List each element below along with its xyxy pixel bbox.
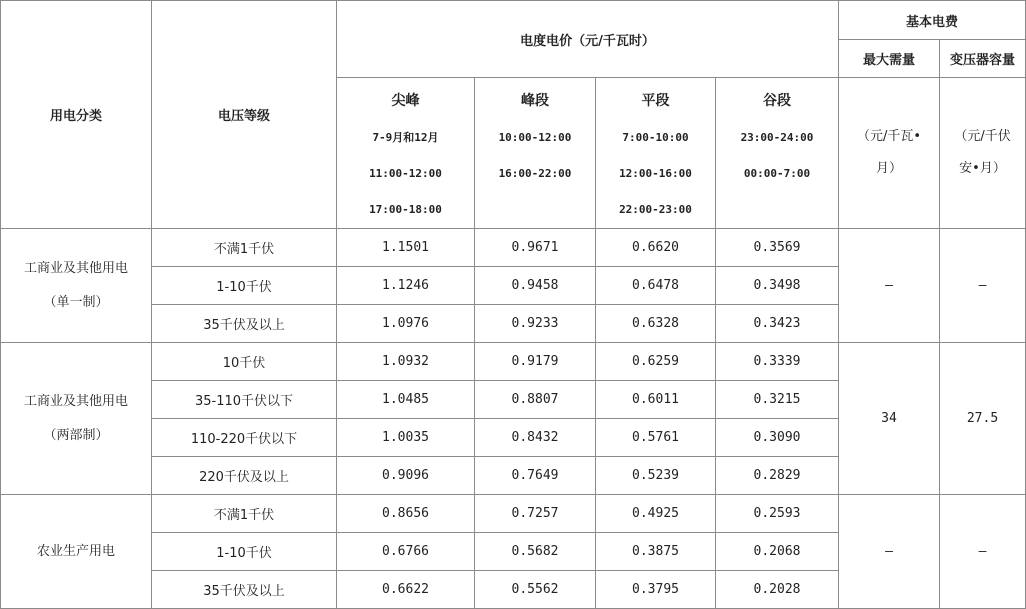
transformer-header: 变压器容量 <box>940 40 1026 78</box>
period-time: 23:00-24:00 <box>740 131 814 144</box>
peak-top-price: 0.6766 <box>337 533 475 571</box>
valley-price: 0.3498 <box>716 267 839 305</box>
unit-line: 安•月） <box>959 161 1006 176</box>
unit-line: 月） <box>875 161 902 176</box>
category-line: （单一制） <box>43 294 109 310</box>
basic-fee-header: 基本电费 <box>839 1 1026 40</box>
category-header: 用电分类 <box>1 1 152 229</box>
period-name: 尖峰 <box>391 93 420 109</box>
voltage-cell: 1-10千伏 <box>152 533 337 571</box>
valley-price: 0.2593 <box>716 495 839 533</box>
table-row <box>1 343 1026 381</box>
peak-top-price: 1.0035 <box>337 419 475 457</box>
period-time: 7-9月和12月 <box>372 131 439 144</box>
category-cell <box>1 343 152 495</box>
period-time: 7:00-10:00 <box>622 131 689 144</box>
flat-price: 0.5239 <box>596 457 716 495</box>
max-demand-fee: – <box>839 229 940 343</box>
unit-line: （元/千瓦• <box>856 129 922 144</box>
flat-price: 0.6259 <box>596 343 716 381</box>
peak-price: 0.9671 <box>475 229 596 267</box>
table-row <box>1 495 1026 533</box>
valley-price: 0.3090 <box>716 419 839 457</box>
category-line: 工商业及其他用电 <box>23 260 128 276</box>
peak-price: 0.9179 <box>475 343 596 381</box>
period-time: 22:00-23:00 <box>619 203 692 216</box>
peak-price: 0.5682 <box>475 533 596 571</box>
voltage-cell: 35-110千伏以下 <box>152 381 337 419</box>
category-line: （两部制） <box>43 427 109 443</box>
flat-price: 0.6011 <box>596 381 716 419</box>
peak-top-price: 0.8656 <box>337 495 475 533</box>
peak-top-price: 0.9096 <box>337 457 475 495</box>
flat-price: 0.5761 <box>596 419 716 457</box>
transformer-fee: 27.5 <box>940 343 1026 495</box>
valley-price: 0.3569 <box>716 229 839 267</box>
peak-top-price: 0.6622 <box>337 571 475 609</box>
peak-price: 0.8432 <box>475 419 596 457</box>
voltage-cell: 35千伏及以上 <box>152 305 337 343</box>
period-time: 16:00-22:00 <box>498 167 572 180</box>
flat-price: 0.3875 <box>596 533 716 571</box>
category-line: 工商业及其他用电 <box>23 393 128 409</box>
period-peak <box>475 78 596 229</box>
period-time: 17:00-18:00 <box>369 203 442 216</box>
category-line: 农业生产用电 <box>36 543 115 559</box>
peak-price: 0.9458 <box>475 267 596 305</box>
voltage-cell: 10千伏 <box>152 343 337 381</box>
voltage-cell: 110-220千伏以下 <box>152 419 337 457</box>
transformer-fee: – <box>940 229 1026 343</box>
period-time: 10:00-12:00 <box>498 131 572 144</box>
period-name: 峰段 <box>521 93 549 109</box>
period-name: 谷段 <box>763 93 791 109</box>
voltage-header: 电压等级 <box>152 1 337 229</box>
peak-top-price: 1.1246 <box>337 267 475 305</box>
period-name: 平段 <box>641 93 670 109</box>
flat-price: 0.3795 <box>596 571 716 609</box>
peak-price: 0.7257 <box>475 495 596 533</box>
period-peak-top <box>337 78 475 229</box>
valley-price: 0.3339 <box>716 343 839 381</box>
peak-top-price: 1.0932 <box>337 343 475 381</box>
peak-price: 0.5562 <box>475 571 596 609</box>
voltage-cell: 不满1千伏 <box>152 495 337 533</box>
energy-price-header: 电度电价（元/千瓦时） <box>337 1 839 78</box>
peak-top-price: 1.0976 <box>337 305 475 343</box>
category-cell <box>1 229 152 343</box>
peak-price: 0.9233 <box>475 305 596 343</box>
valley-price: 0.2028 <box>716 571 839 609</box>
unit-line: （元/千伏 <box>954 129 1011 144</box>
table-row <box>1 229 1026 267</box>
flat-price: 0.6620 <box>596 229 716 267</box>
max-demand-unit <box>839 78 940 229</box>
max-demand-header: 最大需量 <box>839 40 940 78</box>
peak-price: 0.7649 <box>475 457 596 495</box>
peak-top-price: 1.0485 <box>337 381 475 419</box>
category-cell <box>1 495 152 609</box>
period-flat <box>596 78 716 229</box>
valley-price: 0.2829 <box>716 457 839 495</box>
period-time: 11:00-12:00 <box>369 167 442 180</box>
voltage-cell: 35千伏及以上 <box>152 571 337 609</box>
valley-price: 0.3215 <box>716 381 839 419</box>
transformer-fee: – <box>940 495 1026 609</box>
period-time: 00:00-7:00 <box>743 167 811 180</box>
flat-price: 0.6328 <box>596 305 716 343</box>
max-demand-fee: – <box>839 495 940 609</box>
valley-price: 0.3423 <box>716 305 839 343</box>
max-demand-fee: 34 <box>839 343 940 495</box>
flat-price: 0.6478 <box>596 267 716 305</box>
period-valley <box>716 78 839 229</box>
period-time: 12:00-16:00 <box>619 167 692 180</box>
voltage-cell: 不满1千伏 <box>152 229 337 267</box>
flat-price: 0.4925 <box>596 495 716 533</box>
transformer-unit <box>940 78 1026 229</box>
valley-price: 0.2068 <box>716 533 839 571</box>
voltage-cell: 220千伏及以上 <box>152 457 337 495</box>
voltage-cell: 1-10千伏 <box>152 267 337 305</box>
peak-price: 0.8807 <box>475 381 596 419</box>
peak-top-price: 1.1501 <box>337 229 475 267</box>
